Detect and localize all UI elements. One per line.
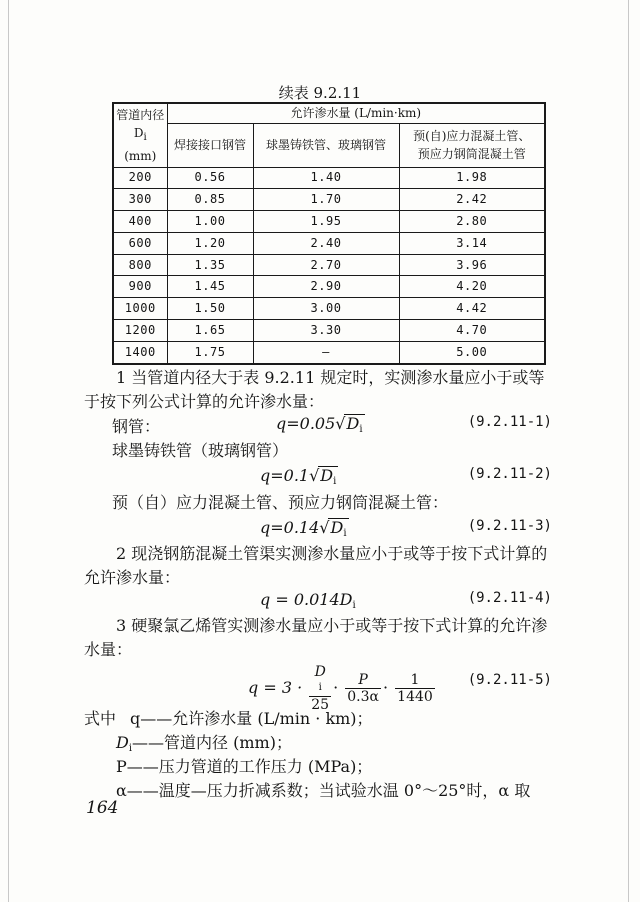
table-cell: 1.45 bbox=[167, 276, 253, 298]
formula-5 bbox=[84, 660, 552, 713]
table-cell: 1.98 bbox=[399, 167, 545, 189]
header-diameter: 管道内径 $D_i$ (mm) bbox=[113, 103, 167, 167]
table-row bbox=[113, 232, 545, 254]
formula-2-label: 球墨铸铁管（玻璃钢管） bbox=[112, 441, 289, 460]
table-cell: 2.42 bbox=[399, 189, 545, 211]
formula-2 bbox=[84, 466, 552, 492]
scan-edge-right bbox=[628, 0, 629, 902]
table-cell: 2.80 bbox=[399, 211, 545, 233]
page-number: 164 bbox=[86, 798, 119, 818]
table-cell: 800 bbox=[113, 254, 167, 276]
table-cell: 1.70 bbox=[253, 189, 399, 211]
formula-2-expr: $q=0.1√D_i$ bbox=[260, 466, 338, 491]
table-cell: 1.75 bbox=[167, 341, 253, 363]
table-cell: 1.65 bbox=[167, 320, 253, 342]
header-concrete-pipe: 预(自)应力混凝土管、 预应力钢筒混凝土管 bbox=[399, 123, 545, 167]
table-row bbox=[113, 211, 545, 233]
formula-2-label-row bbox=[84, 438, 552, 464]
formula-4-expr: $q = 0.014D_i$ bbox=[260, 590, 356, 611]
table-row bbox=[113, 167, 545, 189]
defs-intro: 式中 bbox=[84, 709, 117, 728]
table-cell: 1000 bbox=[113, 298, 167, 320]
table-cell: 400 bbox=[113, 211, 167, 233]
formula-3-label-row bbox=[84, 490, 552, 516]
table-cell: 1.95 bbox=[253, 211, 399, 233]
paragraph-1: 1 当管道内径大于表 9.2.11 规定时，实测渗水量应小于或等于按下列公式计算的允许渗水量： bbox=[84, 368, 545, 411]
table-cell: 5.00 bbox=[399, 341, 545, 363]
formula-3 bbox=[84, 518, 552, 544]
table-row bbox=[113, 320, 545, 342]
seepage-table bbox=[112, 102, 546, 365]
table-cell: 3.14 bbox=[399, 232, 545, 254]
table-cell: 2.40 bbox=[253, 232, 399, 254]
formula-3-expr: $q=0.14√D_i$ bbox=[260, 518, 349, 543]
fraction-d-25: D i 25 bbox=[311, 664, 330, 713]
table-cell: 0.56 bbox=[167, 167, 253, 189]
table-row bbox=[113, 341, 545, 363]
paragraph-3: 3 硬聚氯乙烯管实测渗水量应小于或等于按下式计算的允许渗水量： bbox=[84, 616, 548, 659]
table-cell: — bbox=[253, 341, 399, 363]
formula-5-expr: q = 3 · D i 25 · $\frac{P}{0.3\alpha}$ · $\frac{1}{1440}$ bbox=[248, 664, 433, 713]
table-cell: 1200 bbox=[113, 320, 167, 342]
formula-3-label: 预（自）应力混凝土管、预应力钢筒混凝土管： bbox=[112, 493, 449, 512]
table-row bbox=[113, 254, 545, 276]
table-row bbox=[113, 276, 545, 298]
table-caption: 续表 9.2.11 bbox=[278, 84, 362, 102]
formula-3-number: (9.2.11-3) bbox=[467, 518, 552, 534]
formula-1-expr: $q=0.05√D_i$ bbox=[276, 414, 365, 439]
def-q: q——允许渗水量 (L/min · km)； bbox=[130, 709, 373, 728]
table-cell: 4.42 bbox=[399, 298, 545, 320]
table-cell: 1400 bbox=[113, 341, 167, 363]
table-cell: 200 bbox=[113, 167, 167, 189]
table-cell: 4.20 bbox=[399, 276, 545, 298]
formula-1 bbox=[84, 414, 552, 440]
formula-1-label: 钢管： bbox=[112, 417, 161, 436]
header-iron-pipe: 球墨铸铁管、玻璃钢管 bbox=[253, 123, 399, 167]
table-cell: 1.50 bbox=[167, 298, 253, 320]
table-row bbox=[113, 189, 545, 211]
header-steel-pipe: 焊接接口钢管 bbox=[167, 123, 253, 167]
def-p: P——压力管道的工作压力 (MPa)； bbox=[116, 757, 373, 776]
table-cell: 1.40 bbox=[253, 167, 399, 189]
formula-2-number: (9.2.11-2) bbox=[467, 466, 552, 482]
table-cell: 900 bbox=[113, 276, 167, 298]
table-cell: 0.85 bbox=[167, 189, 253, 211]
table-cell: 300 bbox=[113, 189, 167, 211]
formula-4-number: (9.2.11-4) bbox=[467, 590, 552, 606]
table-cell: 1.20 bbox=[167, 232, 253, 254]
fraction-p-alpha: $\frac{P}{0.3\alpha}$ bbox=[347, 672, 379, 705]
table-cell: 3.00 bbox=[253, 298, 399, 320]
table-cell: 2.70 bbox=[253, 254, 399, 276]
formula-5-number: (9.2.11-5) bbox=[467, 672, 552, 688]
table-cell: 4.70 bbox=[399, 320, 545, 342]
table-cell: 1.35 bbox=[167, 254, 253, 276]
scan-edge-left bbox=[8, 0, 9, 902]
table-cell: 3.96 bbox=[399, 254, 545, 276]
paragraph-2: 2 现浇钢筋混凝土管渠实测渗水量应小于或等于按下式计算的允许渗水量： bbox=[84, 544, 548, 587]
def-alpha: α——温度—压力折减系数；当试验水温 0°～25°时，α 取 bbox=[116, 781, 531, 800]
formula-1-number: (9.2.11-1) bbox=[467, 414, 552, 430]
header-allowable-seepage: 允许渗水量 (L/min·km) bbox=[167, 103, 545, 123]
table-cell: 2.90 bbox=[253, 276, 399, 298]
table-cell: 600 bbox=[113, 232, 167, 254]
fraction-1-1440: $\frac{1}{1440}$ bbox=[397, 672, 433, 705]
def-d: $D_i——$管道内径 (mm)； bbox=[116, 733, 292, 754]
table-row bbox=[113, 298, 545, 320]
table-cell: 3.30 bbox=[253, 320, 399, 342]
formula-4 bbox=[84, 590, 552, 616]
table-cell: 1.00 bbox=[167, 211, 253, 233]
